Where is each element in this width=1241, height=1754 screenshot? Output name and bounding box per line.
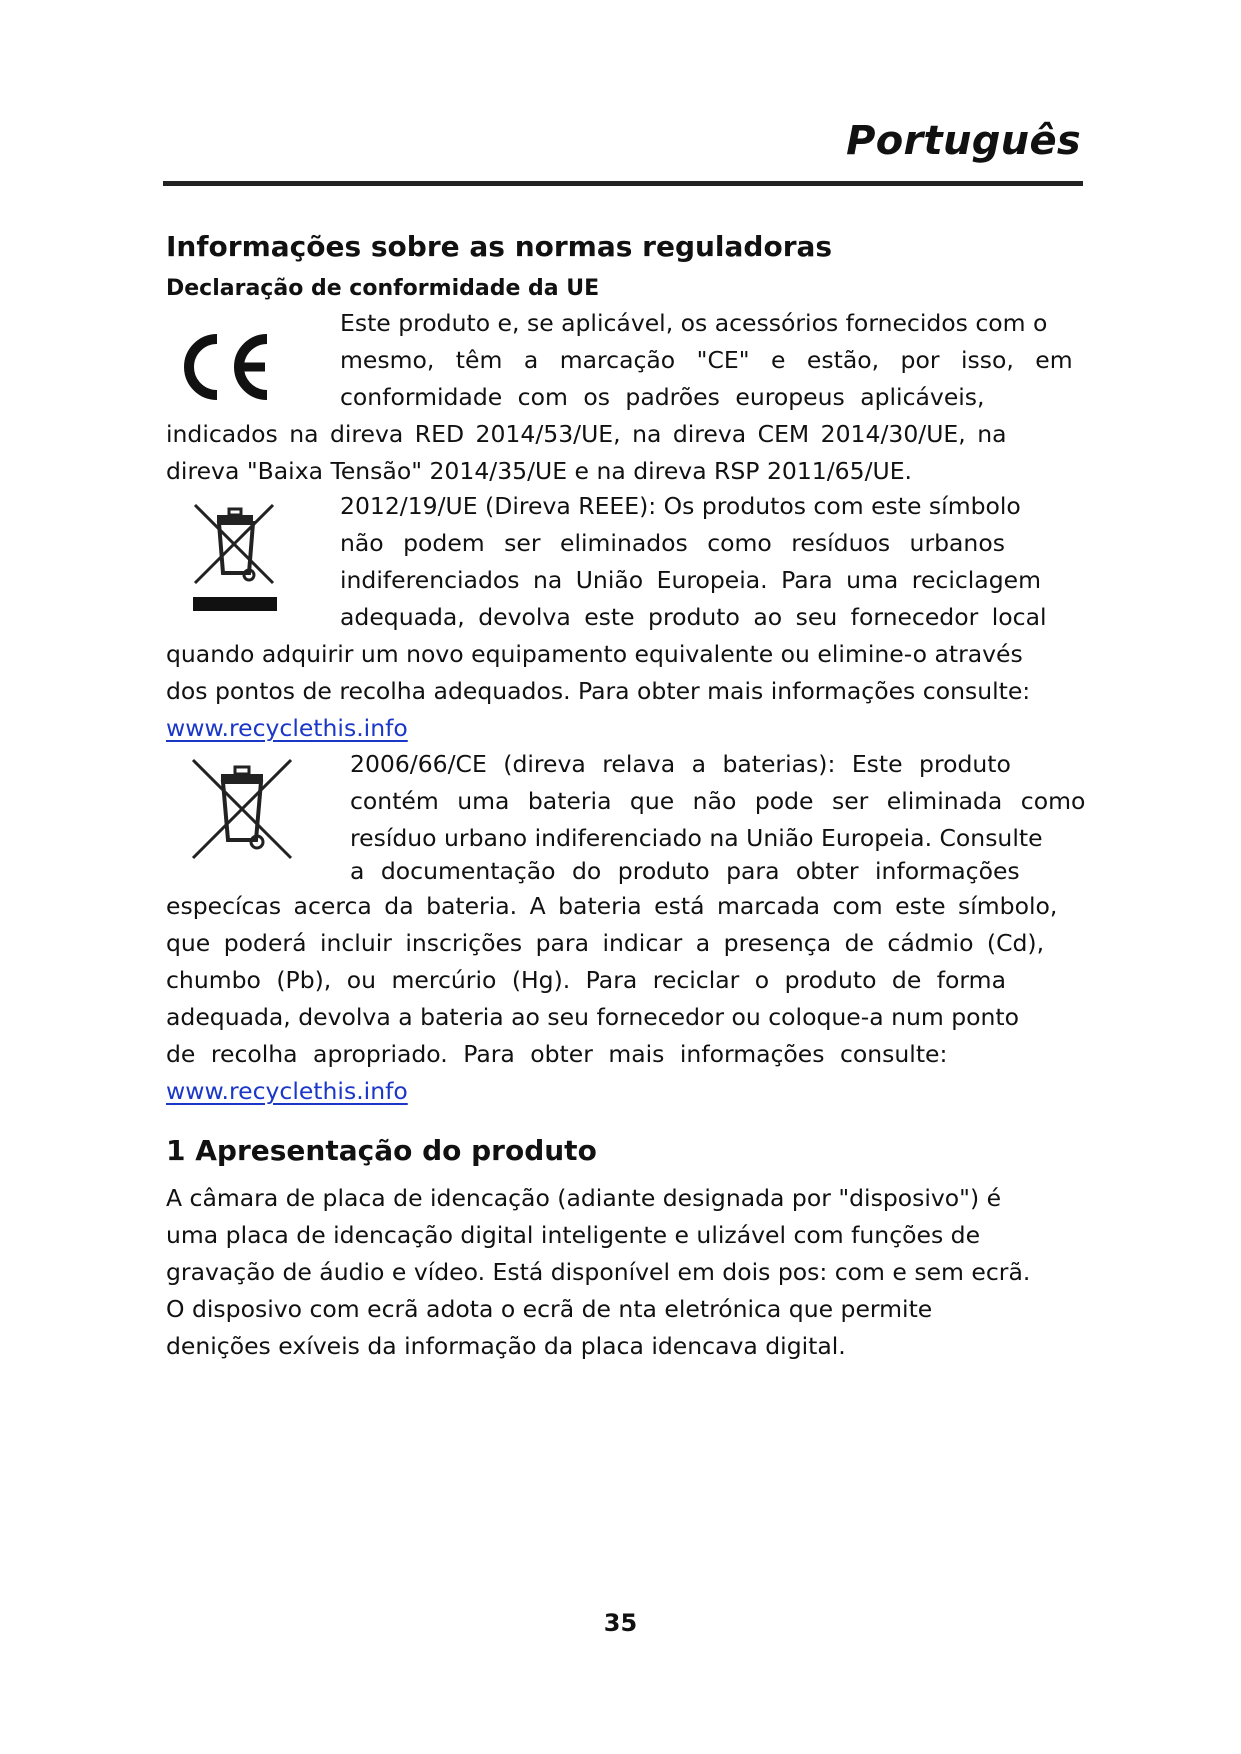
- battery-text-line-1: 2006/66/CE (direva relava a baterias): Este produto: [350, 750, 1011, 778]
- section-title: Informações sobre as normas reguladoras: [166, 230, 833, 263]
- subsection-title: Declaração de conformidade da UE: [166, 276, 600, 301]
- product-text-line-3: gravação de áudio e vídeo. Está disponível em dois pos: com e sem ecrã.: [166, 1258, 1031, 1286]
- product-text-line-4: O disposivo com ecrã adota o ecrã de nta eletrónica que permite: [166, 1295, 933, 1323]
- battery-text-line-2: contém uma bateria que não pode ser eliminada como: [350, 787, 1086, 815]
- ce-text-line-3: conformidade com os padrões europeus aplicáveis,: [340, 383, 985, 411]
- battery-text-line-5: especícas acerca da bateria. A bateria está marcada com este símbolo,: [166, 892, 1058, 920]
- page-header-language: Português: [846, 118, 1081, 164]
- battery-text-line-3: resíduo urbano indiferenciado na União Europeia. Consulte: [350, 824, 1043, 852]
- battery-text-line-8: adequada, devolva a bateria ao seu fornecedor ou coloque-a num ponto: [166, 1003, 1019, 1031]
- product-text-line-1: A câmara de placa de idencação (adiante designada por "disposivo") é: [166, 1184, 1002, 1212]
- recyclethis-link-1[interactable]: www.recyclethis.info: [166, 714, 408, 742]
- ce-mark-icon: [183, 331, 273, 403]
- product-text-line-5: denições exíveis da informação da placa idencava digital.: [166, 1332, 846, 1360]
- page-number: 35: [603, 1609, 638, 1637]
- battery-text-line-9: de recolha apropriado. Para obter mais informações consulte:: [166, 1040, 948, 1068]
- battery-text-line-6: que poderá incluir inscrições para indicar a presença de cádmio (Cd),: [166, 929, 1045, 957]
- weee-text-line-5: quando adquirir um novo equipamento equivalente ou elimine-o através: [166, 640, 1023, 668]
- header-divider: [163, 181, 1083, 186]
- weee-text-line-1: 2012/19/UE (Direva REEE): Os produtos com este símbolo: [340, 492, 1021, 520]
- ce-text-line-1: Este produto e, se aplicável, os acessórios fornecidos com o: [340, 309, 1048, 337]
- ce-text-line-2: mesmo, têm a marcação "CE" e estão, por isso, em: [340, 346, 1073, 374]
- product-text-line-2: uma placa de idencação digital inteligente e ulizável com funções de: [166, 1221, 981, 1249]
- weee-text-line-4: adequada, devolva este produto ao seu fornecedor local: [340, 603, 1047, 631]
- battery-text-line-7: chumbo (Pb), ou mercúrio (Hg). Para reciclar o produto de forma: [166, 966, 1006, 994]
- battery-text-line-4: a documentação do produto para obter informações: [350, 857, 1020, 885]
- weee-crossed-bin-icon: [187, 497, 283, 617]
- product-section-heading: 1 Apresentação do produto: [166, 1134, 597, 1167]
- battery-crossed-bin-icon: [187, 754, 297, 864]
- weee-text-line-2: não podem ser eliminados como resíduos urbanos: [340, 529, 1005, 557]
- weee-text-line-6: dos pontos de recolha adequados. Para obter mais informações consulte:: [166, 677, 1031, 705]
- ce-text-line-4: indicados na direva RED 2014/53/UE, na direva CEM 2014/30/UE, na: [166, 420, 1007, 448]
- ce-text-line-5: direva "Baixa Tensão" 2014/35/UE e na direva RSP 2011/65/UE.: [166, 457, 913, 485]
- weee-text-line-3: indiferenciados na União Europeia. Para uma reciclagem: [340, 566, 1041, 594]
- recyclethis-link-2[interactable]: www.recyclethis.info: [166, 1077, 408, 1105]
